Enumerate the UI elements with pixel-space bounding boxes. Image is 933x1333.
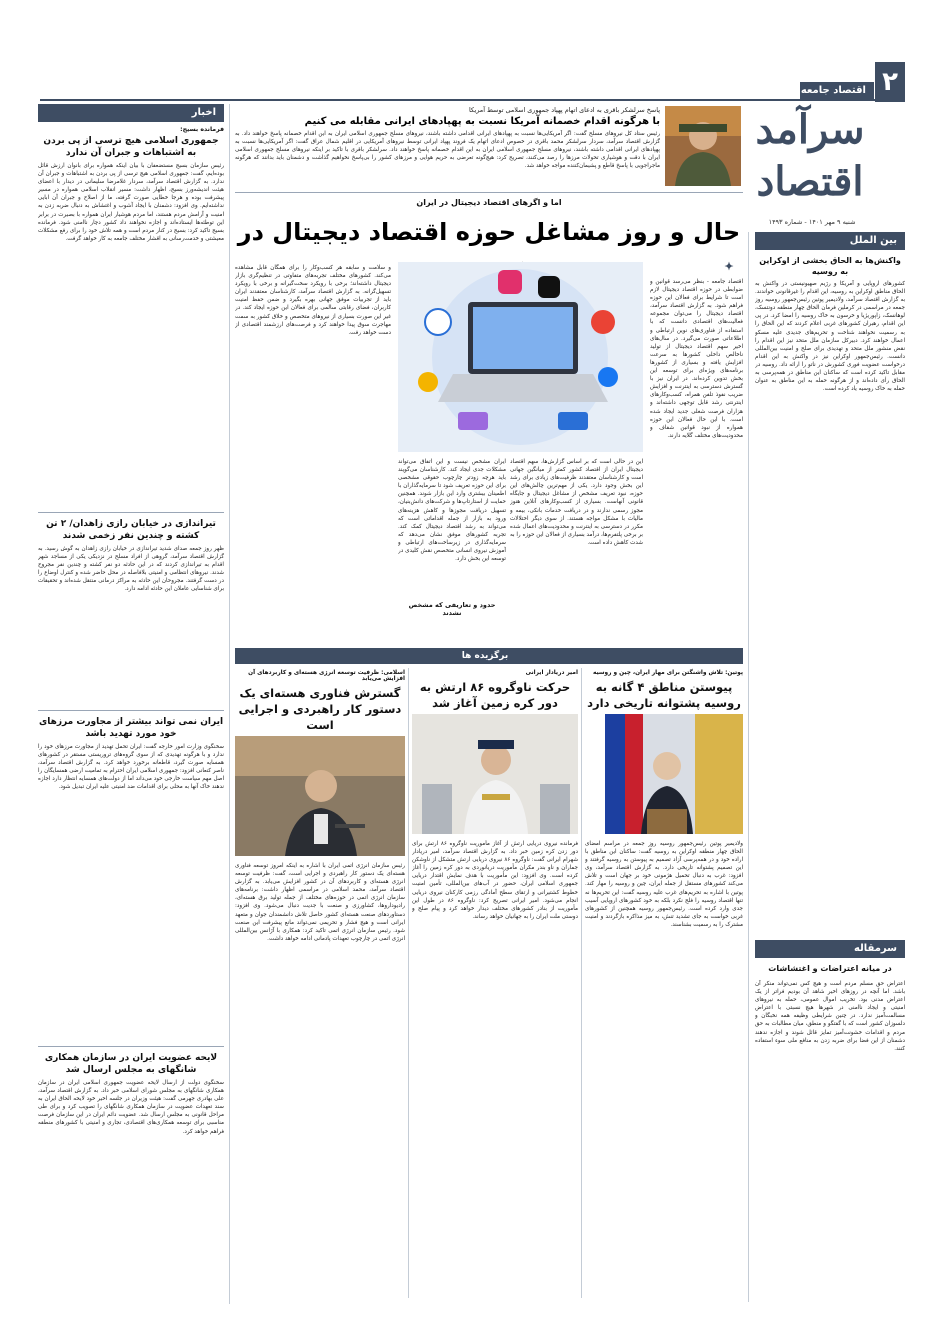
selected-story-body: رئیس سازمان انرژی اتمی ایران با اشاره به اینکه امروز توسعه فناوری هسته‌ای یک دستور کار راهبردی و اجرایی است، گفت: ظرفیت توسعه انرژی هسته‌ای و کاربردهای آن در کشور افزایش می‌یابد. به گزارش اقتصاد سرآمد، محمد اسلامی در مراسمی اظهار داشت: برنامه‌های سازمان انرژی اتمی در حوزه‌های مختلف از جمله تولید برق هسته‌ای، رادیوداروها، کشاورزی و صنعت با جدیت دنبال می‌شود. وی افزود: دستاوردهای صنعت هسته‌ای کشور حاصل تلاش دانشمندان جوان و متعهد ایرانی است و هیچ فشار و تحریمی نمی‌تواند مانع پیشرفت این صنعت شود. رئیس سازمان انرژی اتمی تاکید کرد: همکاری با آژانس بین‌المللی انرژی اتمی در چارچوب تعهدات پادمانی ادامه خواهد داشت. (235, 863, 405, 942)
bottom-divider-2 (408, 668, 409, 1298)
selected-story-kicker: امیر دریادار ایرانی (525, 670, 578, 676)
news-item-body: رئیس سازمان بسیج مستضعفان با بیان اینکه همواره برای بانوان ارزش قائل بوده‌ایم، گفت: جمهوری اسلامی هیچ ترسی از پی بردن به اشتباهات و جبران آن ندارد. به گزارش اقتصاد سرآمد، سردار غلامرضا سلیمانی در دیدار با اعضای هیئت اندیشه‌ورز بسیج، اظهار داشت: مسیر انقلاب اسلامی همواره در مسیر پیشرفت بوده و هرجا خطایی صورت گرفته، ما از اصلاح و جبران آن ابایی نداشته‌ایم. وی افزود: دشمنان با ایجاد آشوب و اغتشاش به دنبال ضربه زدن به امنیت و آرامش مردم هستند، اما مردم هوشیار ایران همواره با بصیرت در برابر این توطئه‌ها ایستاده‌اند و اجازه نخواهند داد کشور دچار ناامنی شود. فرمانده بسیج تاکید کرد: بسیج در کنار مردم است و همه تلاش خود را برای رفع مشکلات معیشتی و خدمت‌رسانی به اقشار مختلف جامعه به کار خواهد گرفت. (38, 163, 224, 242)
news-item-title: جمهوری اسلامی هیچ ترسی از پی بردن به اشتباهات و جبران آن ندارد (43, 136, 219, 158)
news-column (38, 126, 224, 1306)
digital-economy-illustration (398, 262, 643, 452)
main-kicker-text: اما و اگرهای اقتصاد دیجیتال در ایران (416, 198, 562, 207)
top-story-kicker-text: پاسخ سرلشکر باقری به ادعای اتهام پهپاد جمهوری اسلامی توسط آمریکا (468, 106, 660, 114)
editorial-bar (755, 940, 905, 958)
news-item-body: سخنگوی وزارت امور خارجه گفت: ایران تحمل تهدید از مجاورت مرزهای خود را ندارد و با هرگونه تهدیدی که از سوی گروه‌های تروریستی مستقر در کشورهای همسایه صورت گیرد، قاطعانه برخورد خواهد کرد. به گزارش اقتصاد سرآمد، ناصر کنعانی افزود: جمهوری اسلامی ایران احترام به تمامیت ارضی همسایگان را اصل مهم سیاست خارجی خود می‌داند اما از دولت‌های همسایه انتظار دارد اجازه ندهند خاک آنها به محلی برای اقدامات ضد امنیتی علیه ایران تبدیل شود. (38, 744, 224, 791)
top-story-title-text: با هرگونه اقدام خصمانه آمریکا نسبت به پهپادهای ایرانی مقابله می کنیم (304, 116, 660, 127)
selected-story-2 (412, 670, 578, 1300)
date-text: شنبه ۹ مهر ۱۴۰۱ - شماره ۱۴۹۳ (768, 218, 856, 226)
top-story-kicker (235, 106, 660, 114)
news-column-bar (38, 104, 224, 122)
main-col-4-text: و سلامت و سابقه هر کسب‌وکار را برای همگان قابل مشاهده می‌کند. کشورهای مختلف تجربه‌های متفاوتی در تنظیم‌گری بازار دیجیتال داشته‌اند؛ برخی با رویکرد سخت‌گیرانه و برخی با رویکرد تسهیل‌گرانه. به گزارش اقتصاد سرآمد، کارشناسان معتقدند ایران باید از تجربیات موفق جهانی بهره بگیرد و ضمن حفظ امنیت کاربران، فضای رقابتی سالمی برای فعالان این حوزه ایجاد کند. در غیر این صورت بسیاری از نیروهای متخصص و خلاق کشور به سمت مهاجرت سوق پیدا خواهند کرد و فرصت‌های ارزشمند اقتصادی از دست خواهد رفت. (235, 265, 391, 336)
main-story-mark-icon: ✦ (724, 260, 734, 273)
editorial-story-title-text: در میانه اعتراضات و اغتشاشات (768, 964, 892, 973)
main-kicker (235, 198, 743, 207)
selected-title: برگزیده ها (461, 651, 509, 661)
main-col-3-text: ایران مشخص نیست و این اتفاق می‌تواند مشکلات جدی ایجاد کند. کارشناسان می‌گویند باید هرچه زودتر چارچوب حقوقی مشخصی برای این حوزه تعریف شود تا سرمایه‌گذاران با اطمینان بیشتری وارد این بازار شوند. همچنین حمایت از استارتاپ‌ها و شرکت‌های دانش‌بنیان، تسهیل دریافت مجوزها و کاهش هزینه‌های ورود به بازار از جمله اقداماتی است که می‌تواند به رشد اقتصاد دیجیتال کمک کند. تجربه کشورهای موفق نشان می‌دهد که سرمایه‌گذاری در زیرساخت‌های ارتباطی و آموزش نیروی انسانی متخصص نقش کلیدی در توسعه این بخش دارد. (398, 459, 506, 563)
putin-image (585, 714, 743, 834)
top-story-rule (235, 192, 743, 193)
masthead-rule (40, 99, 905, 101)
top-story-title (235, 116, 660, 127)
general-portrait-image (665, 106, 741, 186)
news-item-title: تیراندازی در خیابان رازی زاهدان/ ۲ تن کشته و چندین نفر زخمی شدند (46, 519, 216, 541)
news-divider (38, 512, 224, 513)
logo (745, 104, 875, 214)
selected-story-title: پیوستن مناطق ۴ گانه به روسیه پشتوانه تاریخی دارد (587, 680, 741, 710)
selected-story-title: گسترش فناوری هسته‌ای یک دستور کار راهبردی و اجرایی است (238, 686, 402, 732)
main-col-4 (235, 264, 391, 624)
main-col-2 (510, 458, 643, 624)
date-line (748, 218, 876, 226)
page-number-box (875, 62, 905, 102)
international-bar (755, 232, 905, 250)
international-title: بین الملل (849, 235, 897, 246)
news-item-3 (38, 716, 224, 1043)
navy-commander-photo (412, 714, 578, 834)
selected-story-body: ولادیمیر پوتین رئیس‌جمهور روسیه روز جمعه در مراسم امضای الحاق چهار منطقه اوکراین به روسیه گفت: ساکنان این مناطق با اراده خود و در همه‌پرسی آزاد تصمیم به پیوستن به روسیه گرفتند و این تصمیم پشتوانه تاریخی دارد. به گزارش اقتصاد سرآمد، وی افزود: غرب به دنبال تحمیل هژمونی خود بر جهان است و تلاش می‌کند کشورهای مستقل از جمله ایران، چین و روسیه را مهار کند. پوتین با اشاره به تحریم‌های غرب علیه روسیه گفت: این تحریم‌ها نه تنها اقتصاد روسیه را فلج نکرد بلکه به خود کشورهای اروپایی آسیب جدی وارد کرده است. رئیس‌جمهور روسیه همچنین از کشورهای غربی خواست به جای تشدید تنش، به میز مذاکره بازگردند و امنیت مشترک را به رسمیت بشناسند. (585, 841, 743, 928)
news-item-4 (38, 1052, 224, 1306)
selected-story-title: حرکت ناوگروه ۸۶ ارتش به دور کره زمین آغاز شد (419, 680, 571, 710)
bottom-divider-1 (581, 668, 582, 1298)
international-story-title (755, 255, 905, 277)
selected-story-3 (235, 670, 405, 1300)
eslami-image (235, 736, 405, 856)
news-divider (38, 710, 224, 711)
section-title-bar (800, 82, 874, 100)
main-col-3 (398, 458, 506, 598)
news-item-2 (38, 518, 224, 707)
top-story-photo (665, 106, 741, 186)
news-item-title: ایران نمی تواند بیشتر از مجاورت مرزهای خود مورد تهدید باشد (38, 717, 224, 739)
logo-text: سرآمد اقتصاد (755, 106, 865, 205)
top-story-body-text: رئیس ستاد کل نیروهای مسلح گفت: اگر آمریکایی‌ها نسبت به پهپادهای ایرانی اقدامی داشته باشند، نیروهای مسلح جمهوری اسلامی ایران به این اقدام خصمانه پاسخ خواهند داد. به گزارش اقتصاد سرآمد، سردار سرلشکر محمد باقری در خصوص ادعای اتهام یک فروند پهپاد ایرانی توسط نیروهای آمریکایی در اقلیم شمال عراق گفت: اگر آمریکایی‌ها نسبت به پهپادهای ایرانی اقدامی داشته باشند، نیروهای مسلح جمهوری اسلامی ایران به این اقدام خصمانه پاسخ خواهند داد. سرلشکر باقری با تاکید بر اینکه نیروهای مسلح جمهوری اسلامی ایران با دقت و هوشیاری تحولات مرزها را رصد می‌کنند، تصریح کرد: هیچ‌گونه تعرضی به حریم هوایی و مرزهای کشور را بی‌پاسخ نخواهیم گذاشت و دشمنان باید بدانند که هرگونه ماجراجویی با پاسخ قاطع و پشیمان‌کننده مواجه خواهد شد. (235, 131, 660, 170)
main-title-text: حال و روز مشاغل حوزه اقتصاد دیجیتال در (237, 218, 741, 246)
selected-story-1 (585, 670, 743, 1300)
editorial-title: سرمقاله (853, 943, 897, 954)
news-column-title: اخبار (191, 107, 216, 118)
main-subhead-text: حدود و تعاریفی که مشخص نشدند (408, 601, 496, 617)
left-column-divider (229, 104, 230, 1304)
main-col-1-text: اقتصاد جامعه - بنظر می‌رسد قوانین و ضوابطی در حوزه اقتصاد دیجیتال لازم است تا شرایط برای فعالان این حوزه فراهم شود. به گزارش اقتصاد سرآمد، اقتصاد دیجیتال را می‌توان مجموعه فعالیت‌های اقتصادی دانست که با استفاده از فناوری‌های نوین ارتباطی و اطلاعاتی صورت می‌گیرد. در سال‌های اخیر سهم اقتصاد دیجیتال از تولید ناخالص داخلی کشورها به سرعت افزایش یافته و بسیاری از کشورها برنامه‌های ویژه‌ای برای توسعه این بخش تدوین کرده‌اند. در ایران نیز با گسترش دسترسی به اینترنت و افزایش ضریب نفوذ تلفن همراه، کسب‌وکارهای اینترنتی رشد قابل توجهی داشته‌اند و هزاران فرصت شغلی جدید ایجاد شده است. با این حال فعالان این حوزه همواره از نبود قوانین شفاف و محدودیت‌های مختلف گلایه دارند. (650, 279, 743, 439)
international-story-body-text: کشورهای اروپایی و آمریکا و رژیم صهیونیستی در واکنش به الحاق مناطق اوکراین به روسیه، این اقدام را غیرقانونی خواندند. به گزارش اقتصاد سرآمد، ولادیمیر پوتین رئیس‌جمهور روسیه روز جمعه در مراسمی در کرملین فرمان الحاق چهار منطقه دونتسک، لوهانسک، زاپوریژیا و خرسون به خاک روسیه را امضا کرد. در پی این اقدام، رهبران کشورهای غربی اعلام کردند که این الحاق را به رسمیت نخواهند شناخت و تحریم‌های جدیدی علیه مسکو اعمال خواهند کرد. دبیرکل سازمان ملل متحد نیز این اقدام را نقض منشور ملل متحد و تهدیدی برای صلح و امنیت بین‌المللی دانست. رئیس‌جمهور اوکراین نیز در واکنش به این اقدام درخواست عضویت فوری کشورش در ناتو را ارائه داد. روسیه در مقابل تاکید کرده است که ساکنان این مناطق در همه‌پرسی به الحاق رأی داده‌اند و از هرگونه حمله به این مناطق به عنوان حمله به خاک روسیه یاد کرده است. (755, 281, 905, 393)
page-number: ۲ (882, 67, 898, 97)
main-col-1 (650, 278, 743, 624)
top-story-body (235, 130, 660, 188)
news-divider (38, 1046, 224, 1047)
international-story-body (755, 280, 905, 930)
right-column-divider (748, 232, 749, 1302)
news-item-1 (38, 126, 224, 508)
news-item-title: لایحه عضویت ایران در سازمان همکاری شانگهای به مجلس ارسال شد (44, 1053, 218, 1075)
main-col-2-text: این در حالی است که بر اساس گزارش‌ها، سهم اقتصاد دیجیتال ایران از اقتصاد کشور کمتر از میانگین جهانی است و کارشناسان معتقدند ظرفیت‌های زیادی برای رشد این بخش وجود دارد. یکی از مهم‌ترین چالش‌های این حوزه، نبود تعریف مشخص از مشاغل دیجیتال و جایگاه قانونی آنهاست. بسیاری از کسب‌وکارهای آنلاین هنوز مجوز رسمی ندارند و در دریافت خدمات بانکی، بیمه و مالیات با مشکل مواجه هستند. از سوی دیگر اختلالات مکرر در دسترسی به اینترنت و محدودیت‌های اعمال شده بر برخی پلتفرم‌ها، درآمد بسیاری از فعالان این حوزه را به شدت کاهش داده است. (510, 459, 643, 546)
news-item-body: سخنگوی دولت از ارسال لایحه عضویت جمهوری اسلامی ایران در سازمان همکاری شانگهای به مجلس شورای اسلامی خبر داد. به گزارش اقتصاد سرآمد، علی بهادری جهرمی گفت: هیئت وزیران در جلسه اخیر خود لایحه الحاق ایران به سند تعهدات عضویت در سازمان همکاری شانگهای را تصویب کرد و برای طی مراحل قانونی به مجلس ارسال شد. عضویت دائم ایران در این سازمان فرصت مناسبی برای توسعه همکاری‌های اقتصادی، تجاری و امنیتی با کشورهای منطقه فراهم خواهد کرد. (38, 1080, 224, 1135)
laptop-apps-image (398, 262, 643, 452)
editorial-story-title (755, 964, 905, 973)
editorial-story-body-text: اعتراض حق مسلم مردم است و هیچ کس نمی‌تواند منکر آن باشد. اما آنچه در روزهای اخیر شاهد آن بودیم فراتر از یک اعتراض مدنی بود. تخریب اموال عمومی، حمله به نیروهای امنیتی و ایجاد ناامنی در شهرها هیچ نسبتی با اعتراض مسالمت‌آمیز ندارد. در چنین شرایطی وظیفه همه نخبگان و دلسوزان کشور است که با گفتگو و منطق، میان مطالبات به حق مردم و اقدامات خشونت‌آمیز تمایز قائل شوند و اجازه ندهند دشمنان از این فضا برای ضربه زدن به منافع ملی سوء استفاده کنند. (755, 981, 905, 1052)
navy-commander-image (412, 714, 578, 834)
eslami-photo (235, 736, 405, 856)
putin-photo (585, 714, 743, 834)
editorial-story-body (755, 980, 905, 1300)
news-item-kicker: فرمانده بسیج: (180, 126, 224, 133)
section-title: اقتصاد جامعه (800, 85, 866, 96)
selected-story-body: فرمانده نیروی دریایی ارتش از آغاز مأموریت ناوگروه ۸۶ ارتش برای دور زدن کره زمین خبر داد. به گزارش اقتصاد سرآمد، امیر دریادار شهرام ایرانی گفت: ناوگروه ۸۶ نیروی دریایی ارتش متشکل از ناوشکن جماران و ناو بندر مکران مأموریت دریانوردی به دور کره زمین را آغاز کرده است. وی افزود: این مأموریت با هدف نمایش اقتدار دریایی جمهوری اسلامی ایران، حضور در آب‌های بین‌المللی، تأمین امنیت خطوط کشتیرانی و ارتقای سطح آمادگی رزمی کارکنان نیروی دریایی انجام می‌شود. امیر ایرانی تصریح کرد: ناوگروه ۸۶ در طول این مأموریت از بنادر کشورهای مختلف دیدار خواهد کرد و پیام صلح و دوستی ملت ایران را به جهانیان خواهد رساند. (412, 841, 578, 920)
selected-title-tab (440, 648, 530, 664)
selected-story-kicker: پوتین: تلاش واشنگتن برای مهار ایران، چین و روسیه (592, 670, 743, 676)
selected-story-kicker: اسلامی: ظرفیت توسعه انرژی هسته‌ای و کاربردهای آن افزایش می‌یابد (248, 670, 405, 682)
news-item-body: ظهر روز جمعه صدای شدید تیراندازی در خیابان رازی زاهدان به گوش رسید. به گزارش اقتصاد سرآمد، گروهی از افراد مسلح در نزدیکی یکی از مساجد شهر اقدام به تیراندازی کردند که در این حادثه دو نفر کشته و چندین نفر مجروح شدند. نیروهای انتظامی و امنیتی بلافاصله در محل حاضر شده و کنترل اوضاع را در دست گرفتند. مجروحان این حادثه به مراکز درمانی منتقل شده‌اند و تحقیقات برای شناسایی عاملان این حادثه ادامه دارد. (38, 546, 224, 593)
international-story-title-text: واکنش‌ها به الحاق بخشی از اوکراین به روسیه (759, 256, 901, 276)
main-subhead (398, 601, 506, 617)
